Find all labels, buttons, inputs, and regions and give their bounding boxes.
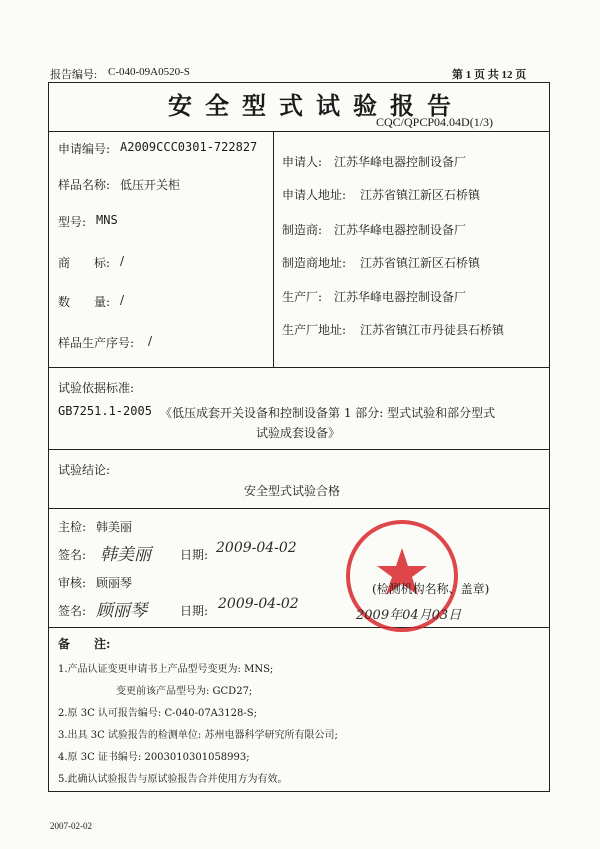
applicant: 江苏华峰电器控制设备厂: [334, 155, 467, 169]
remarks-label: 备 注:: [58, 637, 111, 651]
serial: /: [148, 334, 153, 348]
stamp-date: 2009年04月03日: [356, 608, 462, 623]
serial-label: 样品生产序号:: [58, 336, 135, 350]
remark-item: 1.产品认证变更申请书上产品型号变更为: MNS;: [58, 664, 274, 675]
footer-date: 2007-02-02: [50, 821, 92, 831]
conclusion-label: 试验结论:: [58, 463, 111, 477]
manufacturer-address: 江苏省镇江新区石桥镇: [360, 256, 481, 270]
report-number: C-040-09A0520-S: [108, 66, 190, 78]
sample-name-label: 样品名称:: [58, 178, 111, 192]
applicant-label: 申请人:: [282, 155, 323, 169]
factory-label: 生产厂:: [282, 290, 323, 304]
remark-item: 3.出具 3C 试验报告的检测单位: 苏州电器科学研究所有限公司;: [58, 730, 338, 741]
inspector-date: 2009-04-02: [216, 540, 297, 556]
model: MNS: [96, 213, 118, 227]
remark-item: 变更前该产品型号为: GCD27;: [116, 686, 253, 697]
reviewer-date: 2009-04-02: [218, 596, 299, 612]
inspector-label: 主检:: [58, 520, 87, 534]
inspector-name: 韩美丽: [96, 520, 133, 534]
applicant-address-label: 申请人地址:: [282, 188, 347, 202]
reviewer-label: 审核:: [58, 576, 87, 590]
divider: [48, 508, 550, 509]
sample-name: 低压开关柜: [120, 178, 181, 192]
inspector-signature: 韩美丽: [100, 545, 151, 565]
standard-title-line2: 试验成套设备》: [256, 426, 341, 440]
reviewer-name: 顾丽琴: [96, 576, 133, 590]
trademark-label: 商 标:: [58, 256, 111, 270]
factory-address: 江苏省镇江市丹徒县石桥镇: [360, 323, 505, 337]
report-number-label: 报告编号:: [50, 69, 98, 81]
manufacturer: 江苏华峰电器控制设备厂: [334, 223, 467, 237]
factory: 江苏华峰电器控制设备厂: [334, 290, 467, 304]
report-title: 安全型式试验报告: [168, 91, 464, 120]
model-label: 型号:: [58, 215, 87, 229]
divider: [48, 449, 550, 450]
quantity: /: [120, 293, 125, 307]
standard-label: 试验依据标准:: [58, 381, 135, 395]
standard-title-line1: 《低压成套开关设备和控制设备第 1 部分: 型式试验和部分型式: [160, 406, 496, 420]
remark-item: 4.原 3C 证书编号: 2003010301058993;: [58, 752, 250, 763]
app-no-label: 申请编号:: [58, 142, 111, 156]
reviewer-signature: 顾丽琴: [96, 601, 147, 621]
remark-item: 2.原 3C 认可报告编号: C-040-07A3128-S;: [58, 708, 257, 719]
divider: [48, 131, 550, 132]
remark-item: 5.此确认试验报告与原试验报告合并使用方为有效。: [58, 774, 288, 785]
manufacturer-label: 制造商:: [282, 223, 323, 237]
manufacturer-address-label: 制造商地址:: [282, 256, 347, 270]
trademark: /: [120, 254, 125, 268]
reviewer-sign-label: 签名:: [58, 604, 87, 618]
applicant-address: 江苏省镇江新区石桥镇: [360, 188, 481, 202]
standard-code: GB7251.1-2005: [58, 404, 152, 418]
divider: [48, 627, 550, 628]
divider: [273, 131, 274, 367]
reviewer-date-label: 日期:: [180, 604, 209, 618]
page-info: 第 1 页 共 12 页: [452, 69, 527, 81]
divider: [48, 367, 550, 368]
inspector-date-label: 日期:: [180, 548, 209, 562]
stamp-caption: (检测机构名称、盖章): [372, 582, 490, 596]
app-no: A2009CCC0301-722827: [120, 140, 258, 154]
factory-address-label: 生产厂地址:: [282, 323, 347, 337]
inspector-sign-label: 签名:: [58, 548, 87, 562]
quantity-label: 数 量:: [58, 295, 111, 309]
conclusion-text: 安全型式试验合格: [244, 484, 341, 498]
form-code: CQC/QPCP04.04D(1/3): [376, 115, 494, 129]
